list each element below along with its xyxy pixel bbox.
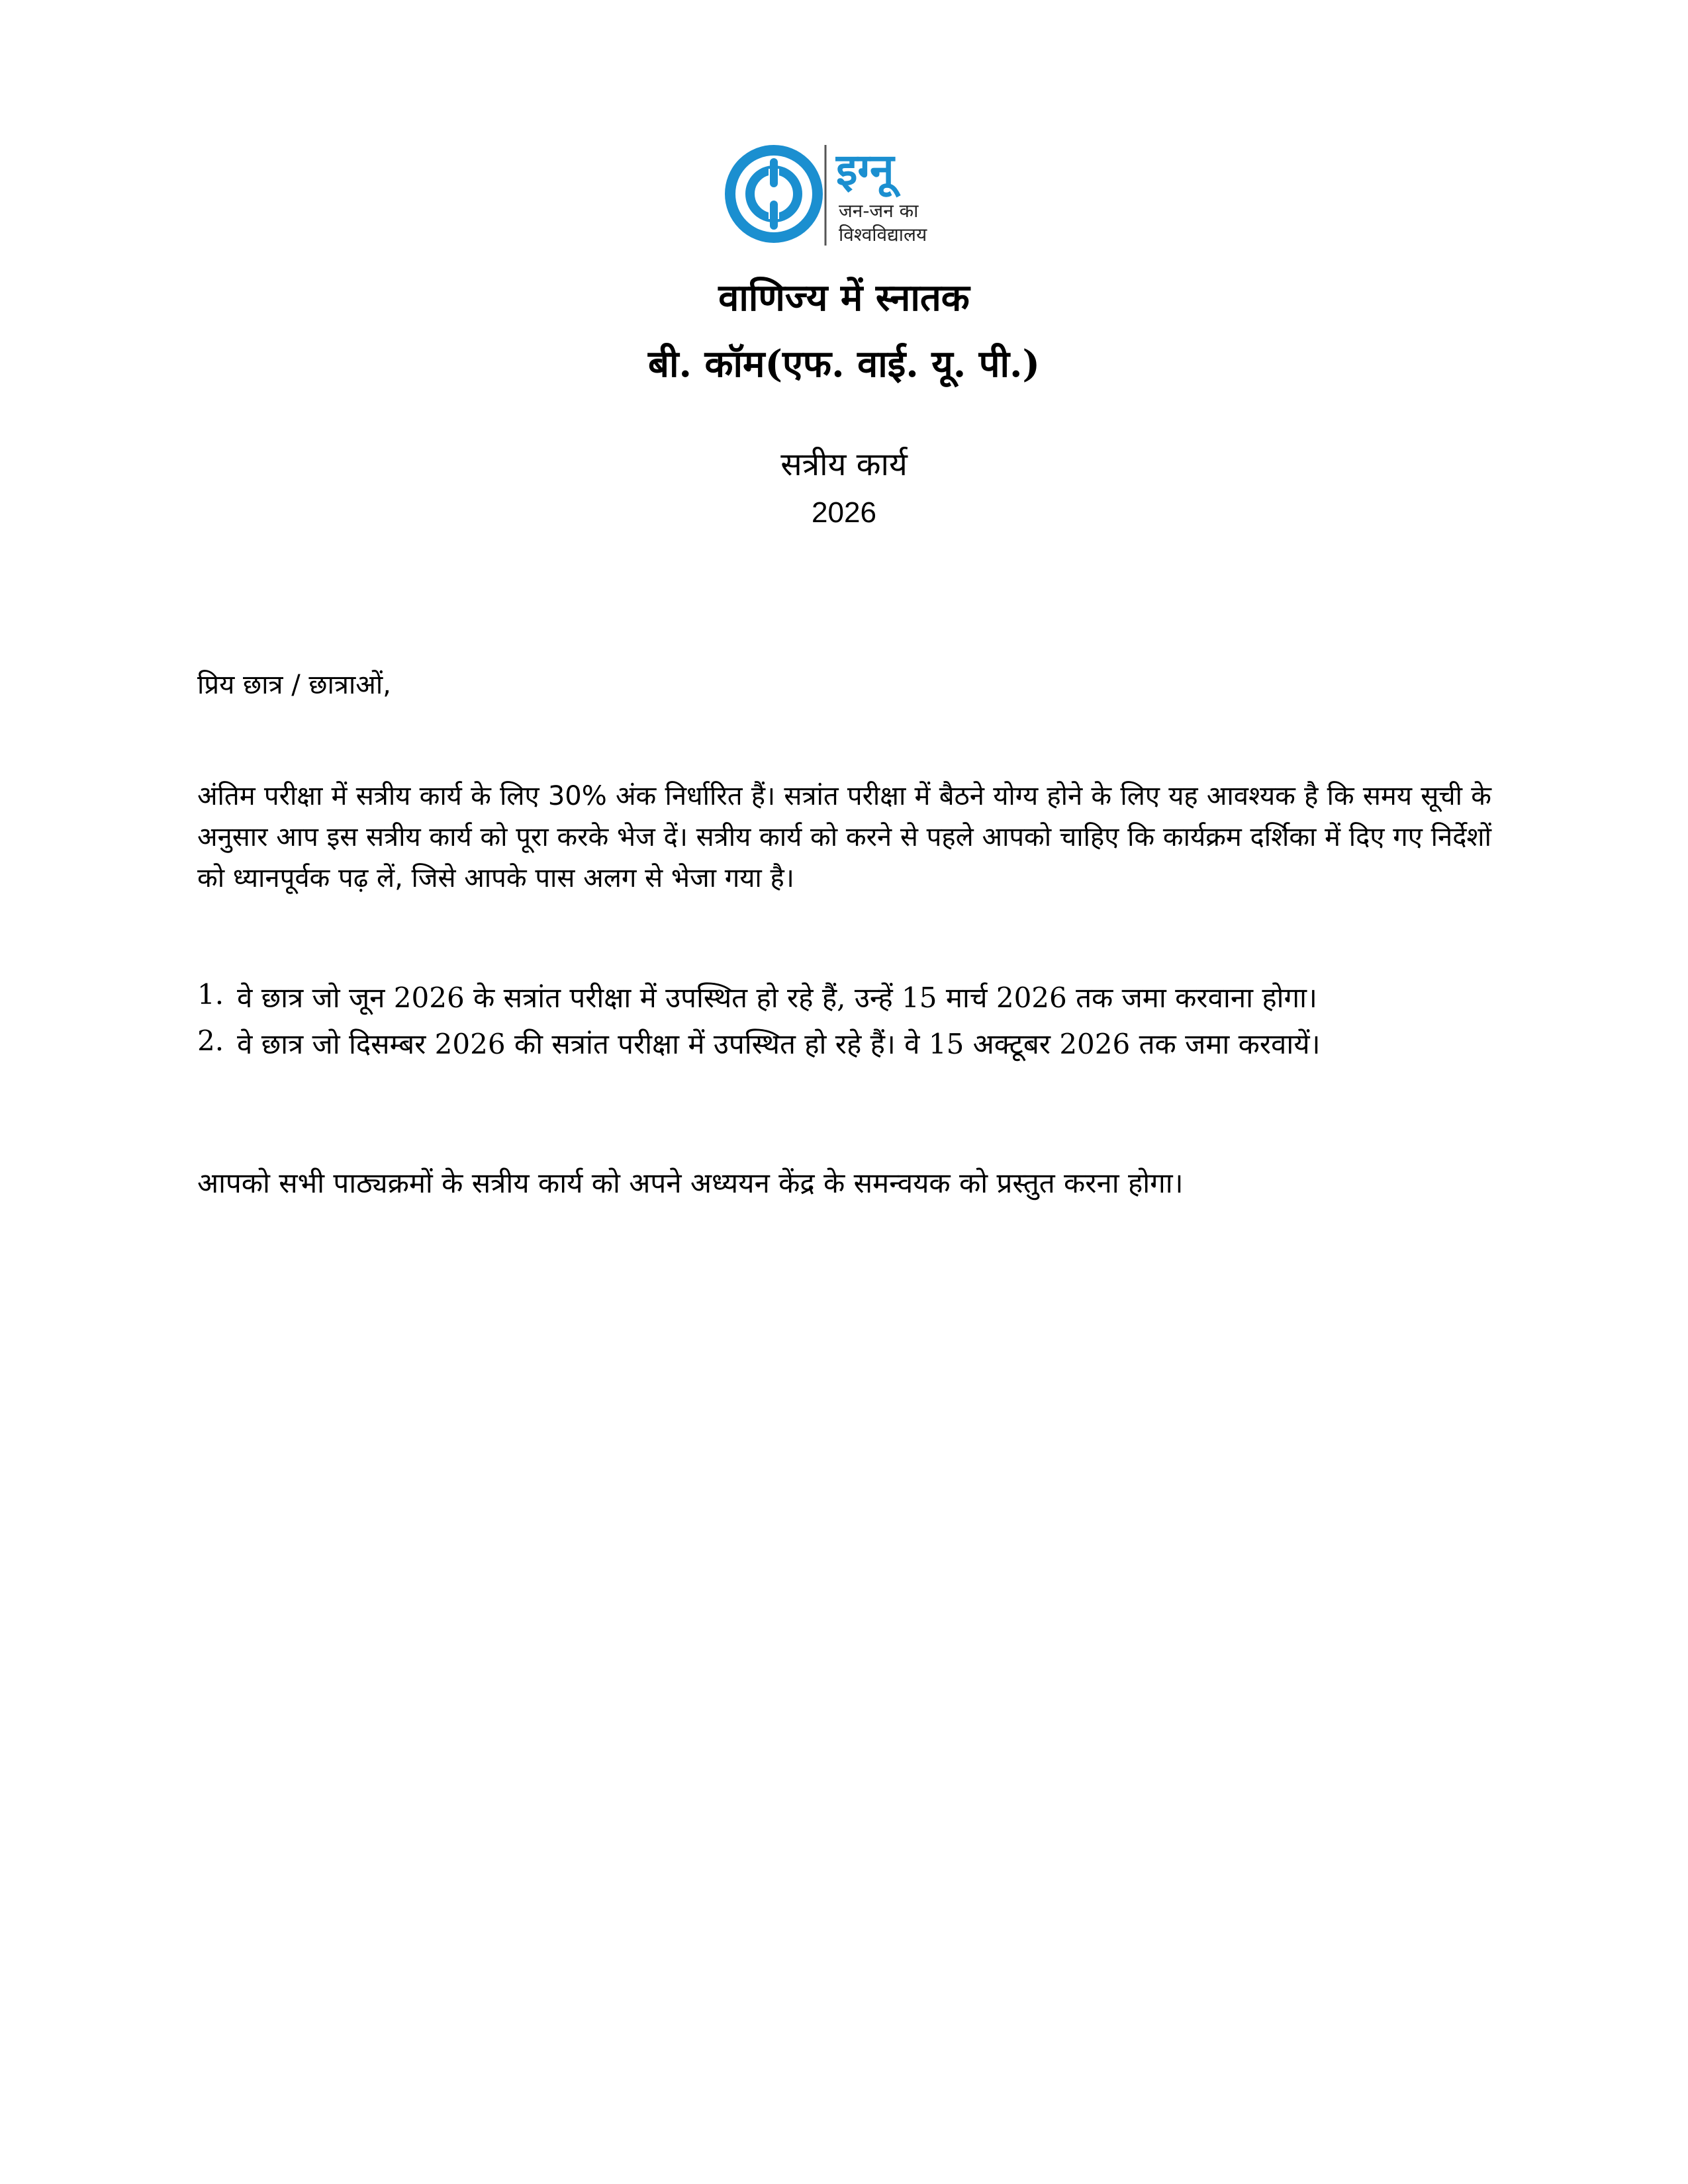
list-item-text: वे छात्र जो दिसम्बर 2026 की सत्रांत परीक्षा में उपस्थित हो रहे हैं। वे 15 अक्टूबर 2026 तक जमा करवायें। [237,1028,1321,1060]
list-item [197,1024,1515,1071]
greeting: प्रिय छात्र / छात्राओं, [197,670,391,700]
logo-tagline-2: विश्वविद्यालय [839,224,927,246]
list-item-number: 1. [197,978,224,1011]
logo-tagline-1: जन-जन का [839,200,919,222]
submission-dates-list [197,978,1515,1071]
ignou-logo [725,142,963,248]
list-item [197,978,1515,1024]
list-item-number: 2. [197,1024,224,1057]
instruction-paragraph: अंतिम परीक्षा में सत्रीय कार्य के लिए 30% अंक निर्धारित हैं। सत्रांत परीक्षा में बैठने योग्य होने के लिए यह आवश्यक है कि समय सूची के अनुसार आप इस सत्रीय कार्य को पूरा करके भेज दें। सत्रीय कार्य को करने से पहले आपको चाहिए कि कार्यक्रम दर्शिका में दिए गए निर्देशों को ध्यानपूर्वक पढ़ लें, जिसे आपके पास अलग से भेजा गया है। [197,781,1491,893]
assignment-year: 2026 [812,496,876,529]
ignou-emblem-icon [725,142,831,248]
logo-wordmark: इग्नू [836,144,894,195]
programme-title: बी. कॉम(एफ. वाई. यू. पी.) [647,342,1040,386]
list-item-text: वे छात्र जो जून 2026 के सत्रांत परीक्षा में उपस्थित हो रहे हैं, उन्हें 15 मार्च 2026 तक जमा करवाना होगा। [237,981,1317,1014]
page-title: वाणिज्य में स्नातक [718,276,970,320]
assignment-heading: सत्रीय कार्य [780,446,908,483]
closing-note: आपको सभी पाठ्यक्रमों के सत्रीय कार्य को अपने अध्ययन केंद्र के समन्वयक को प्रस्तुत करना होगा। [197,1167,1184,1199]
